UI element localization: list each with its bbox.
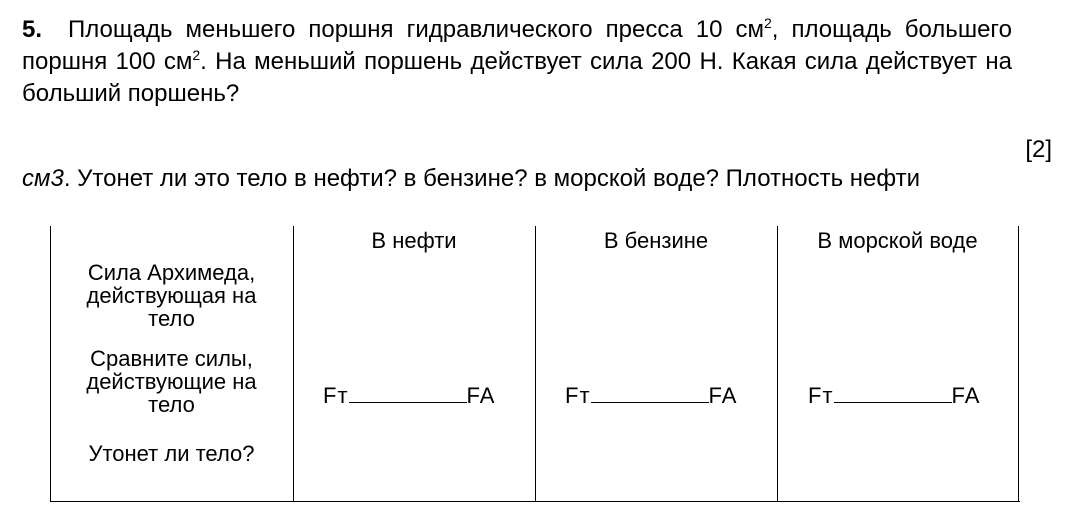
row-label-compare bbox=[50, 347, 293, 416]
table-divider-2 bbox=[535, 226, 536, 502]
column-header-gasoline: В бензине bbox=[603, 228, 709, 253]
force-archimedes-label: FA bbox=[708, 383, 738, 408]
problem-number: 5. bbox=[22, 16, 43, 43]
force-compare-gasoline bbox=[565, 383, 737, 409]
force-archimedes-label: FA bbox=[466, 383, 496, 408]
volume-unit: см3 bbox=[22, 165, 64, 192]
force-compare-oil bbox=[323, 383, 495, 409]
problem-6-text: . Утонет ли это тело в нефти? в бензине? в морской воде? Плотность нефти bbox=[63, 165, 920, 192]
problem-5-text bbox=[22, 14, 1012, 110]
answer-blank[interactable] bbox=[349, 384, 467, 403]
score-mark: [2] bbox=[1025, 136, 1052, 163]
answer-table bbox=[50, 226, 1020, 502]
table-divider-1 bbox=[293, 226, 294, 502]
superscript-2: 2 bbox=[192, 47, 201, 63]
force-archimedes-label: FA bbox=[951, 383, 981, 408]
force-gravity-label: Fт bbox=[808, 383, 834, 408]
row-label-line: тело bbox=[148, 306, 195, 331]
problem-text-part3: . На меньший поршень действует сила 200 Н. Какая сила действует на больший поршень? bbox=[22, 48, 1012, 107]
answer-blank[interactable] bbox=[834, 384, 952, 403]
table-border-bottom bbox=[50, 501, 1020, 502]
superscript-1: 2 bbox=[763, 15, 772, 31]
force-gravity-label: Fт bbox=[323, 383, 349, 408]
row-label-line: Сравните силы, bbox=[90, 346, 253, 371]
problem-text-part1: Площадь меньшего поршня гидравлического пресса 10 см bbox=[68, 16, 764, 43]
row-label-line: Сила Архимеда, bbox=[87, 260, 256, 285]
row-label-line: действующие на bbox=[86, 369, 257, 394]
force-gravity-label: Fт bbox=[565, 383, 591, 408]
problem-text-part2: , площадь большего поршня 100 см bbox=[22, 16, 1012, 75]
row-label-line: тело bbox=[148, 392, 195, 417]
problem-6-fragment bbox=[22, 165, 920, 193]
column-header-oil: В нефти bbox=[371, 228, 457, 253]
row-label-archimedes bbox=[50, 261, 293, 330]
table-divider-3 bbox=[777, 226, 778, 502]
table-border-right bbox=[1018, 226, 1019, 502]
row-label-line: действующая на bbox=[86, 283, 257, 308]
force-compare-seawater bbox=[808, 383, 980, 409]
column-header-seawater: В морской воде bbox=[817, 228, 978, 253]
row-label-sink: Утонет ли тело? bbox=[88, 441, 255, 466]
answer-blank[interactable] bbox=[591, 384, 709, 403]
